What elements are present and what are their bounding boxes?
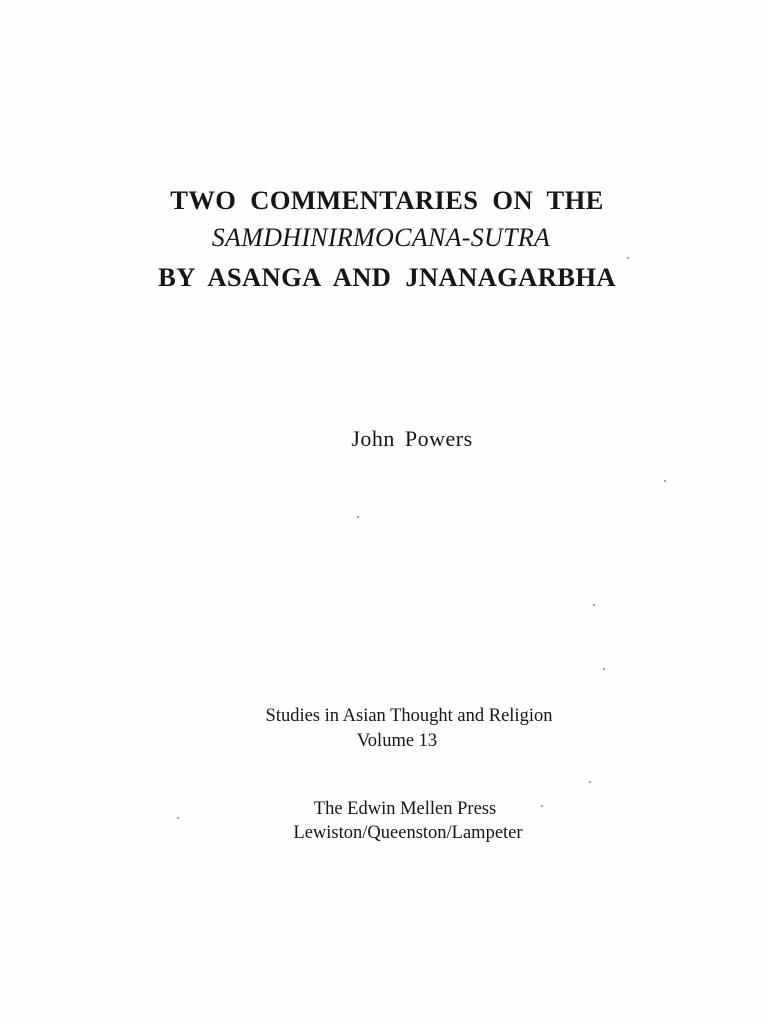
- scan-speck: [589, 781, 591, 783]
- publisher-name: The Edwin Mellen Press: [313, 799, 497, 819]
- author-name: John Powers: [351, 426, 473, 451]
- series-name: Studies in Asian Thought and Religion: [265, 706, 553, 726]
- scan-speck: [357, 516, 359, 518]
- scan-speck: [627, 257, 629, 259]
- series-volume: Volume 13: [356, 731, 438, 751]
- scan-speck: [593, 604, 595, 606]
- book-title-line-1: TWO COMMENTARIES ON THE: [170, 185, 604, 215]
- scan-speck: [603, 668, 605, 670]
- scan-speck: [664, 480, 666, 482]
- scan-speck: [177, 817, 179, 819]
- scan-speck: [541, 805, 543, 807]
- book-title-line-3: BY ASANGA AND JNANAGARBHA: [158, 262, 616, 292]
- publisher-locations: Lewiston/Queenston/Lampeter: [293, 823, 523, 843]
- book-title-line-2: SAMDHINIRMOCANA-SUTRA: [211, 223, 551, 252]
